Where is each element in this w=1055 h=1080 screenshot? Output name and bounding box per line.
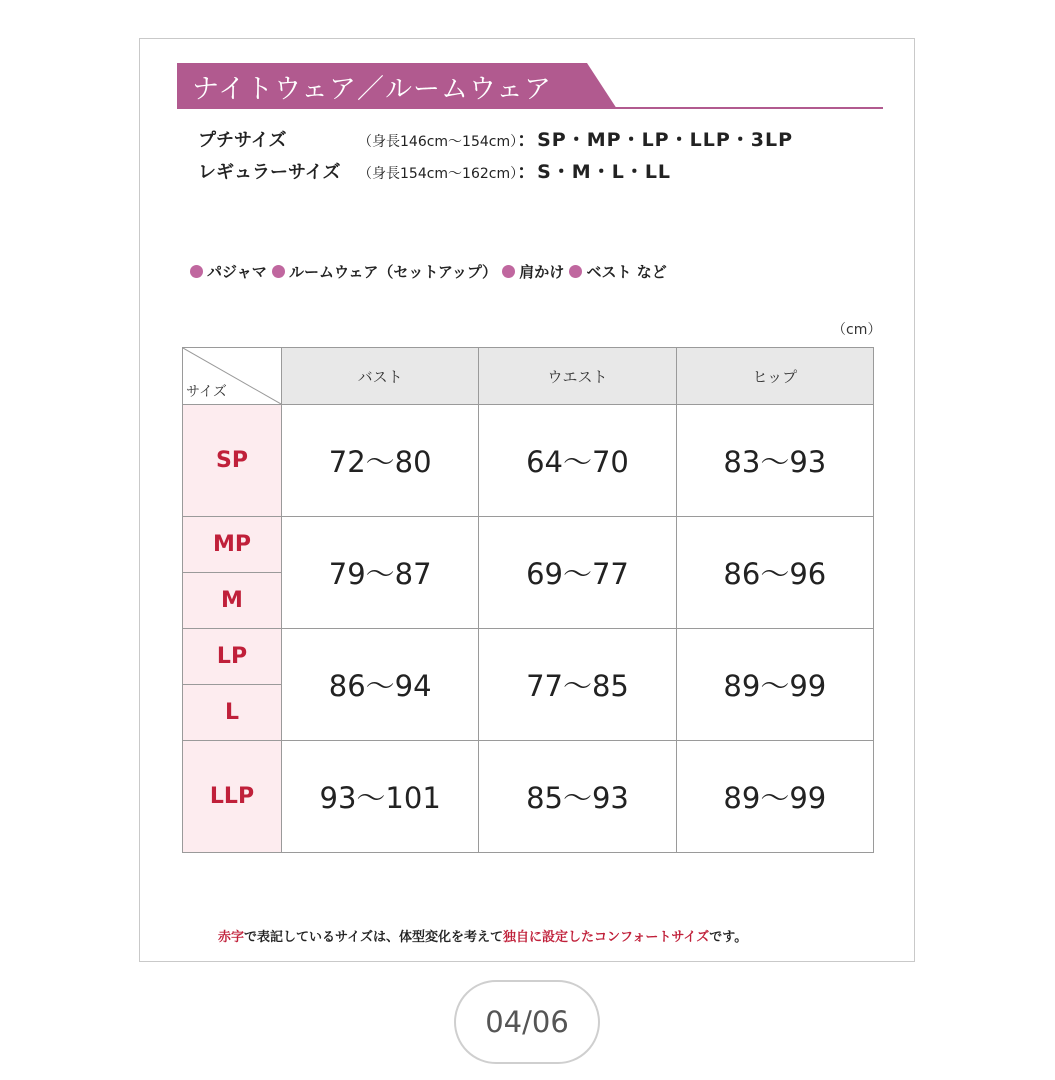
table-header-row (183, 348, 874, 405)
table-row (183, 517, 874, 573)
size-line-label: レギュラーサイズ (198, 162, 341, 183)
title-underline (177, 107, 883, 109)
item-list (190, 261, 667, 282)
waist-value: 85〜93 (479, 741, 676, 853)
column-header-hip: ヒップ (676, 348, 873, 405)
size-line-sizes: ：SP・MP・LP・LLP・3LP (517, 129, 793, 151)
size-label: LLP (183, 741, 282, 853)
unit-label: （cm） (832, 322, 882, 338)
column-header-bust: バスト (282, 348, 479, 405)
corner-label: サイズ (186, 384, 227, 400)
bullet-dot-icon (502, 265, 515, 278)
item-label: パジャマ (207, 263, 267, 281)
item-label: ベスト など (586, 263, 667, 281)
note-red-text: 赤字 (218, 930, 245, 945)
hip-value: 86〜96 (676, 517, 873, 629)
size-label: L (183, 685, 282, 741)
size-chart-card (139, 38, 915, 962)
bust-value: 86〜94 (282, 629, 479, 741)
size-label: LP (183, 629, 282, 685)
bullet-dot-icon (272, 265, 285, 278)
item-label: 肩かけ (519, 263, 565, 281)
petite-size-line (198, 125, 793, 152)
regular-size-line (198, 157, 671, 184)
waist-value: 64〜70 (479, 405, 676, 517)
bullet-dot-icon (569, 265, 582, 278)
size-line-sizes: ：S・M・L・LL (517, 161, 672, 183)
hip-value: 83〜93 (676, 405, 873, 517)
bust-value: 79〜87 (282, 517, 479, 629)
page-title: ナイトウェア／ルームウェア (192, 74, 552, 105)
item-label: ルームウェア（セットアップ） (288, 263, 497, 281)
bust-value: 72〜80 (282, 405, 479, 517)
table-row (183, 741, 874, 853)
column-header-waist: ウエスト (479, 348, 676, 405)
waist-value: 77〜85 (479, 629, 676, 741)
size-label: MP (183, 517, 282, 573)
size-line-range: （身長154cm〜162cm） (358, 166, 518, 182)
note-text: で表記しているサイズは、体型変化を考えて (244, 930, 503, 945)
table-row (183, 405, 874, 517)
table-row (183, 629, 874, 685)
size-line-range: （身長146cm〜154cm） (358, 134, 518, 150)
hip-value: 89〜99 (676, 629, 873, 741)
corner-cell (183, 348, 282, 405)
size-line-label: プチサイズ (198, 130, 287, 151)
waist-value: 69〜77 (479, 517, 676, 629)
size-label: M (183, 573, 282, 629)
bullet-dot-icon (190, 265, 203, 278)
size-label: SP (183, 405, 282, 517)
note-red-text: 独自に設定したコンフォートサイズ (502, 930, 710, 945)
footnote (218, 926, 747, 945)
size-table (182, 347, 874, 853)
bust-value: 93〜101 (282, 741, 479, 853)
hip-value: 89〜99 (676, 741, 873, 853)
note-text: です。 (709, 930, 748, 945)
page-indicator[interactable]: 04/06 (454, 980, 600, 1064)
